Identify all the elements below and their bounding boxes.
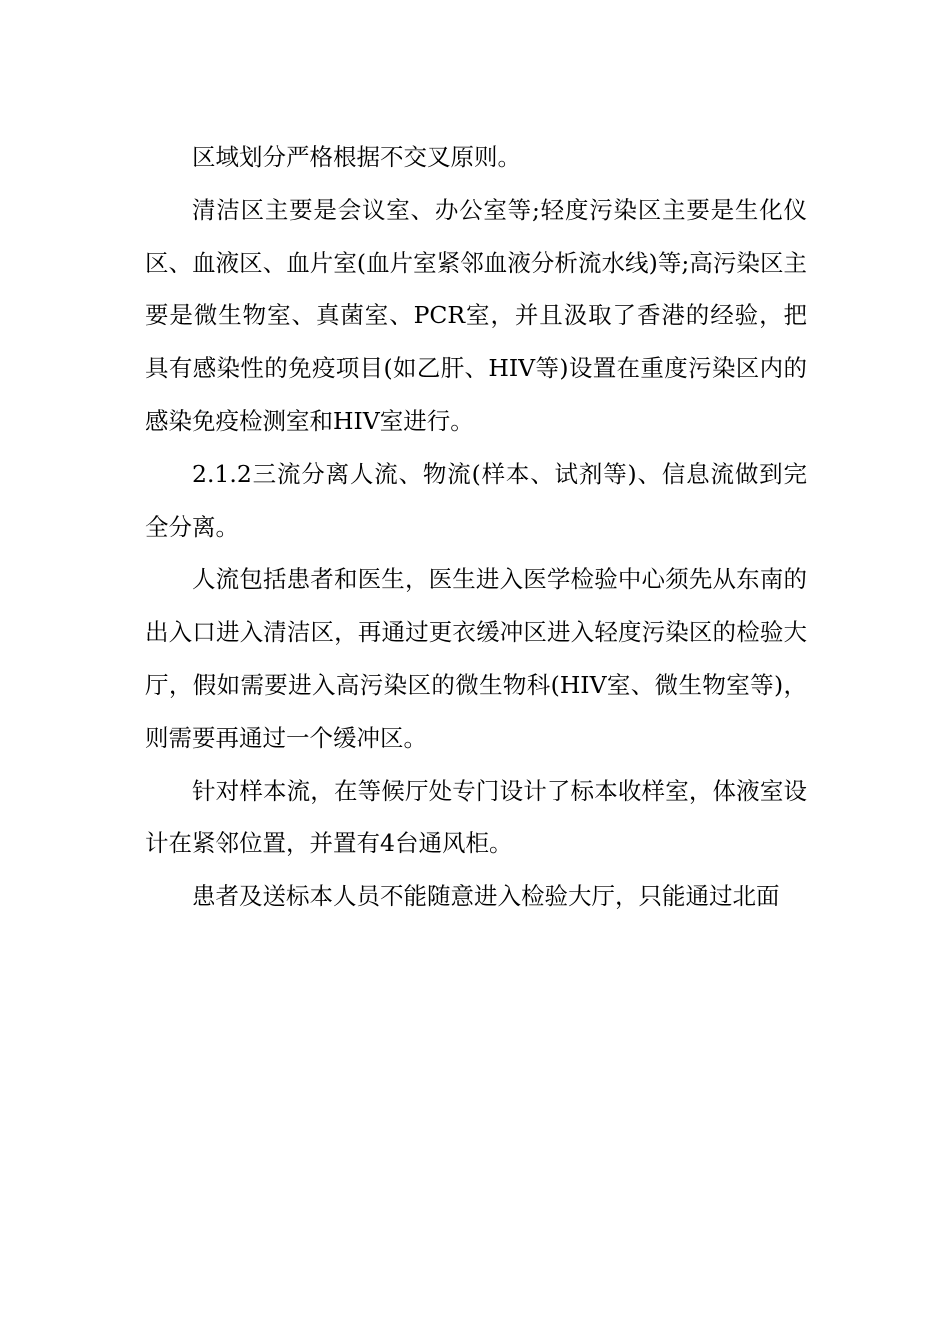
- paragraph-three-flow-separation: 2.1.2三流分离人流、物流(样本、试剂等)、信息流做到完全分离。: [145, 459, 807, 541]
- paragraph-zoning-principle: 区域划分严格根据不交叉原则。: [192, 143, 521, 171]
- document-body: [145, 131, 807, 923]
- paragraph-patient-access: 患者及送标本人员不能随意进入检验大厅，只能通过北面: [192, 882, 780, 911]
- paragraph-contamination-zones: 清洁区主要是会议室、办公室等;轻度污染区主要是生化仪区、血液区、血片室(血片室紧邻血液分析流水线)等;高污染区主要是微生物室、真菌室、PCR室，并且汲取了香港的经验，把具有感染性的免疫项目(如乙肝、HIV等)设置在重度污染区内的感染免疫检测室和HIV室进行。: [145, 195, 807, 435]
- paragraph-people-flow: 人流包括患者和医生，医生进入医学检验中心须先从东南的出入口进入清洁区，再通过更衣缓冲区进入轻度污染区的检验大厅，假如需要进入高污染区的微生物科(HIV室、微生物室等)，则需要再通过一个缓冲区。: [145, 565, 807, 752]
- paragraph-sample-flow: 针对样本流，在等候厅处专门设计了标本收样室，体液室设计在紧邻位置，并置有4台通风柜。: [145, 776, 807, 858]
